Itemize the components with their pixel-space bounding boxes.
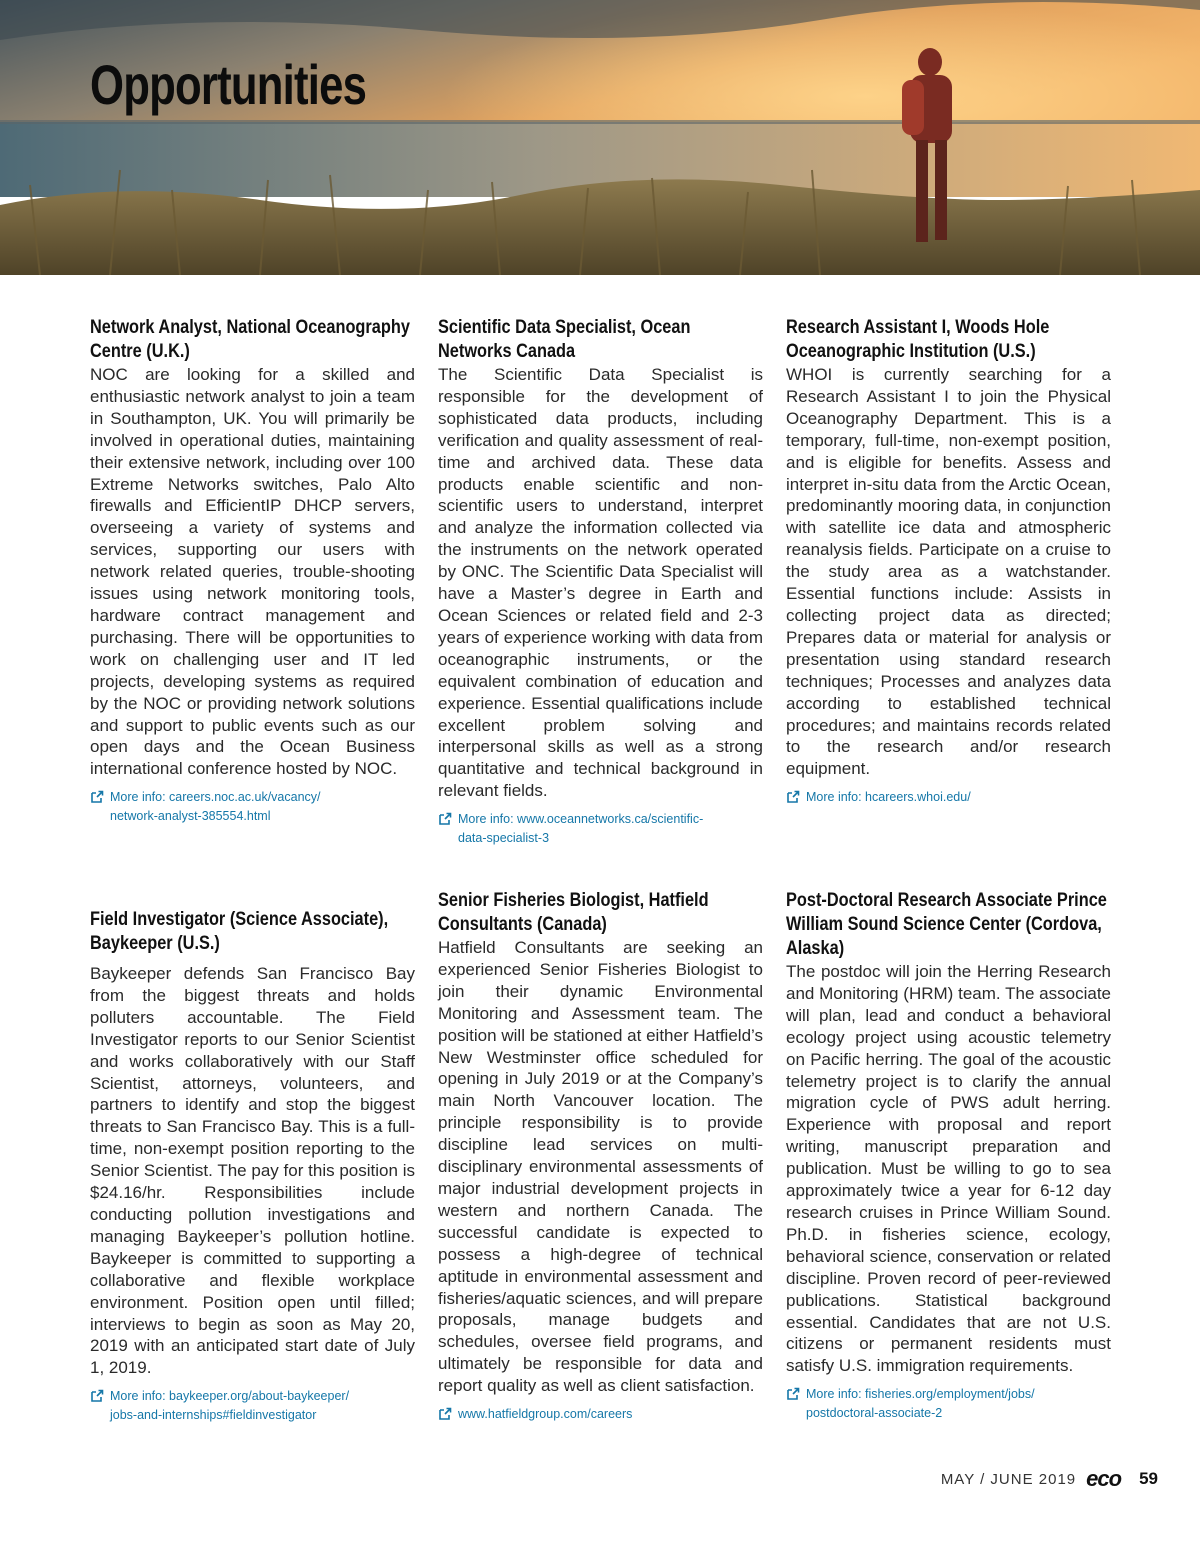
link-text-line-1[interactable]: More info: fisheries.org/employment/jobs/	[806, 1387, 1035, 1402]
more-info-link[interactable]	[90, 1387, 415, 1425]
more-info-link[interactable]	[438, 1405, 763, 1424]
external-link-icon	[90, 1389, 104, 1403]
link-text-line-2[interactable]: data-specialist-3	[458, 831, 550, 846]
link-text-line-1[interactable]: More info: hcareers.whoi.edu/	[806, 790, 971, 805]
job-listing-noc	[90, 316, 415, 826]
job-listing-onc	[438, 316, 763, 848]
magazine-logo: eco	[1086, 1466, 1122, 1491]
job-title: Network Analyst, National Oceanography Centre (U.K.)	[90, 317, 410, 362]
link-text-line-2[interactable]: postdoctoral-associate-2	[806, 1406, 943, 1421]
job-listing-pwssc	[786, 889, 1111, 1423]
more-info-link[interactable]	[90, 788, 415, 826]
job-listing-hatfield	[438, 889, 763, 1424]
external-link-icon	[786, 790, 800, 804]
job-title: Scientific Data Specialist, Ocean Networks Canada	[438, 317, 691, 362]
job-description: WHOI is currently searching for a Research Assistant I to join the Physical Oceanography Department. This is a temporary, full-time, non-exempt position, and is eligible for benefits. Assess and interpret in-situ data from the Arctic Ocean, predominantly mooring data, in conjunction with satellite ice data and atmospheric reanalysis fields. Participate on a cruise to the study area as a watchstander. Essential functions include: Assists in collecting project data as directed; Prepares data or material for analysis or presentation using standard research techniques; Processes and analyzes data according to established technical procedures; and maintains records related to the research and/or research equipment.	[786, 365, 1111, 779]
job-listing-whoi	[786, 316, 1111, 807]
hero-banner	[0, 0, 1200, 275]
job-title: Field Investigator (Science Associate), Baykeeper (U.S.)	[90, 909, 389, 954]
link-text-line-1[interactable]: www.hatfieldgroup.com/careers	[458, 1407, 633, 1422]
link-text-line-1[interactable]: More info: baykeeper.org/about-baykeeper/	[110, 1389, 350, 1404]
sunset-coast-photo	[0, 0, 1200, 275]
external-link-icon	[786, 1387, 800, 1401]
external-link-icon	[90, 790, 104, 804]
external-link-icon	[438, 812, 452, 826]
job-description: NOC are looking for a skilled and enthusiastic network analyst to join a team in Southampton, UK. You will primarily be involved in operational duties, maintaining their extensive network, including over 100 Extreme Networks switches, Palo Alto firewalls and EfficientIP DHCP servers, overseeing a variety of systems and services, supporting our users with network related queries, trouble-shooting issues using network monitoring tools, hardware contract management and purchasing. There will be opportunities to work on challenging user and IT led projects, developing systems as required by the NOC or providing network solutions and support to public events such as our open days and the Ocean Business international conference hosted by NOC.	[90, 365, 415, 779]
link-text-line-1[interactable]: More info: careers.noc.ac.uk/vacancy/	[110, 790, 321, 805]
external-link-icon	[438, 1407, 452, 1421]
link-text-line-1[interactable]: More info: www.oceannetworks.ca/scientific-	[458, 812, 704, 827]
job-title: Post-Doctoral Research Associate Prince William Sound Science Center (Cordova, Alaska)	[786, 890, 1107, 959]
more-info-link[interactable]	[786, 1385, 1111, 1423]
more-info-link[interactable]	[438, 810, 763, 848]
page-number: 59	[1139, 1469, 1158, 1488]
page-footer	[0, 1464, 1158, 1494]
job-description: The Scientific Data Specialist is responsible for the development of sophisticated data products, including verification and quality assessment of real-time and archived data. These data products enable scientific and non-scientific users to understand, interpret and analyze the information collected via the instruments on the network operated by ONC. The Scientific Data Specialist will have a Master’s degree in Earth and Ocean Sciences or related field and 2-3 years of experience working with data from oceanographic instruments, or the equivalent combination of education and experience. Essential qualifications include excellent problem solving and interpersonal skills as well as a strong quantitative and technical background in relevant fields.	[438, 365, 763, 801]
more-info-link[interactable]	[786, 788, 1111, 807]
job-description: Hatfield Consultants are seeking an experienced Senior Fisheries Biologist to join their dynamic Environmental Monitoring and Assessment team. The position will be stationed at either Hatfield’s New Westminster office scheduled for opening in July 2019 or at the Company’s main North Vancouver location. The principle responsibility is to provide discipline lead services on multi-disciplinary environmental assessments of major industrial development projects in western and northern Canada. The successful candidate is expected to possess a high-degree of technical aptitude in environmental assessment and fisheries/aquatic sciences, and will prepare proposals, manage budgets and schedules, oversee field programs, and ultimately be responsible for data and report quality as well as client satisfaction.	[438, 938, 763, 1396]
job-title: Research Assistant I, Woods Hole Oceanographic Institution (U.S.)	[786, 317, 1050, 362]
link-text-line-2[interactable]: jobs-and-internships#fieldinvestigator	[110, 1408, 317, 1423]
issue-date: MAY / JUNE 2019	[940, 1470, 1077, 1488]
page-title: Opportunities	[90, 53, 367, 116]
job-title: Senior Fisheries Biologist, Hatfield Consultants (Canada)	[438, 890, 709, 935]
link-text-line-2[interactable]: network-analyst-385554.html	[110, 809, 271, 824]
job-listing-baykeeper	[90, 908, 415, 1425]
job-description: Baykeeper defends San Francisco Bay from the biggest threats and holds polluters accountable. The Field Investigator reports to our Senior Scientist and works collaboratively with our Staff Scientist, attorneys, volunteers, and partners to identify and stop the biggest threats to San Francisco Bay. This is a full-time, non-exempt position reporting to the Senior Scientist. The pay for this position is $24.16/hr. Responsibilities include conducting pollution investigations and managing Baykeeper’s pollution hotline. Baykeeper is committed to supporting a collaborative and flexible workplace environment. Position open until filled; interviews to begin as soon as May 20, 2019 with an anticipated start date of July 1, 2019.	[90, 964, 415, 1378]
job-description: The postdoc will join the Herring Research and Monitoring (HRM) team. The associate will plan, lead and conduct a behavioral ecology project using acoustic telemetry on Pacific herring. The goal of the acoustic telemetry project is to clarify the annual migration cycle of PWS adult herring. Experience with proposal and report writing, manuscript preparation and publication. Must be willing to go to sea approximately twice a year for 6-12 day research cruises in Prince William Sound. Ph.D. in fisheries science, ecology, behavioral science, conservation or related discipline. Proven record of peer-reviewed publications. Statistical background essential. Candidates that are not U.S. citizens or permanent residents must satisfy U.S. immigration requirements.	[786, 962, 1111, 1376]
